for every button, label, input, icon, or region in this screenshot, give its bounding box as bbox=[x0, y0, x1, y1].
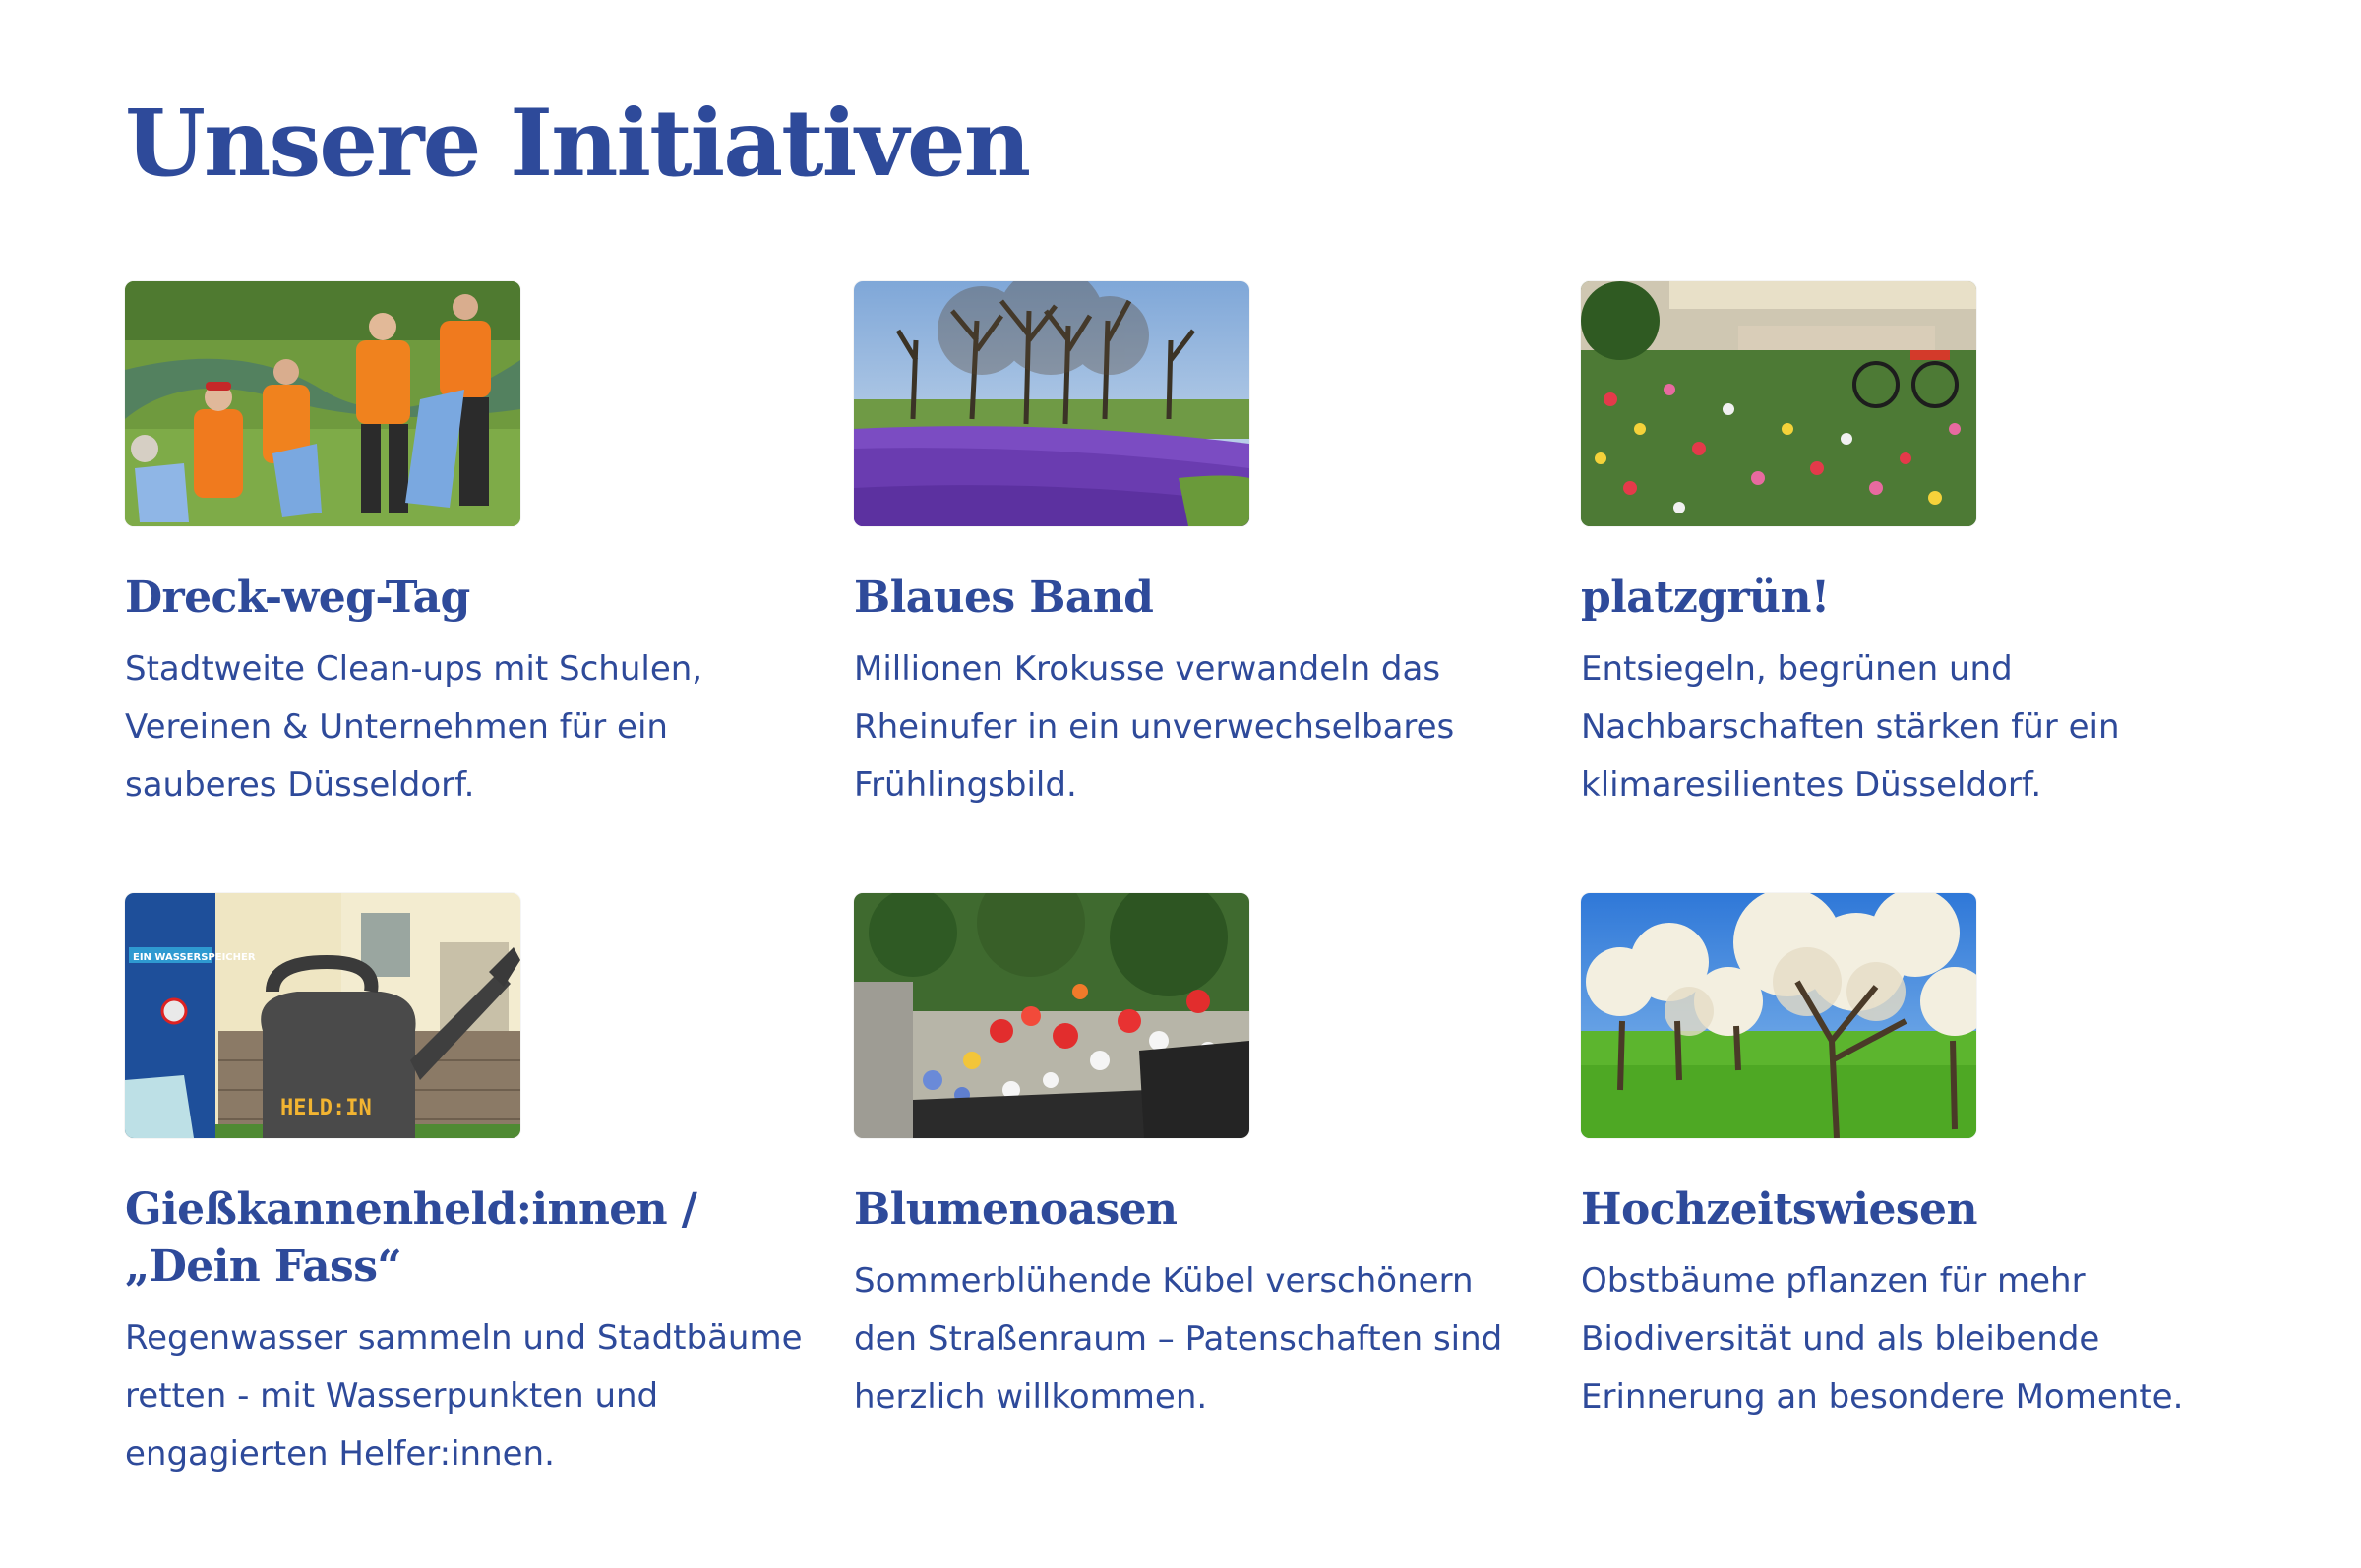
can-label-text: HELD:IN bbox=[280, 1096, 372, 1120]
initiative-card-giesskannenheld[interactable] bbox=[125, 893, 814, 1483]
initiative-image-crocus[interactable] bbox=[854, 281, 1249, 526]
initiative-title[interactable]: Blumenoasen bbox=[854, 1184, 1178, 1235]
initiative-title[interactable]: Hochzeitswiesen bbox=[1581, 1184, 1977, 1235]
initiative-title[interactable]: Dreck-weg-Tag bbox=[125, 573, 470, 623]
initiative-card-blaues-band[interactable] bbox=[854, 281, 1543, 814]
poster-text: EIN WASSERSPEICHER bbox=[133, 952, 256, 963]
watering-can-photo bbox=[125, 893, 520, 1138]
initiative-image-cleanup[interactable] bbox=[125, 281, 520, 526]
initiative-image-flower-planter[interactable] bbox=[854, 893, 1249, 1138]
initiative-description: Entsiegeln, begrünen und Nachbarschaften stärken für ein klimaresilientes Düsseldorf. bbox=[1581, 649, 2120, 805]
initiative-description: Millionen Krokusse verwandeln das Rheinufer in ein unverwechselbares Frühlingsbild. bbox=[854, 649, 1455, 805]
initiative-description: Regenwasser sammeln und Stadtbäume retten - mit Wasserpunkten und engagierten Helfer:innen. bbox=[125, 1318, 803, 1474]
initiative-card-platzgruen[interactable] bbox=[1581, 281, 2270, 814]
cleanup-photo bbox=[125, 281, 520, 526]
crocus-photo bbox=[854, 281, 1249, 526]
initiative-description: Sommerblühende Kübel verschönern den Straßenraum – Patenschaften sind herzlich willkommen. bbox=[854, 1261, 1503, 1417]
initiative-card-dreck-weg-tag[interactable] bbox=[125, 281, 814, 814]
flower-planter-photo bbox=[854, 893, 1249, 1138]
initiative-title[interactable]: platzgrün! bbox=[1581, 573, 1830, 623]
orchard-photo bbox=[1581, 893, 1976, 1138]
page-title: Unsere Initiativen bbox=[125, 90, 1030, 198]
initiative-description: Stadtweite Clean-ups mit Schulen, Vereinen & Unternehmen für ein sauberes Düsseldorf. bbox=[125, 649, 703, 805]
initiative-image-watering-can[interactable] bbox=[125, 893, 520, 1138]
initiative-description: Obstbäume pflanzen für mehr Biodiversität und als bleibende Erinnerung an besondere Momente. bbox=[1581, 1261, 2184, 1417]
initiative-title[interactable]: Gießkannenheld:innen / „Dein Fass“ bbox=[125, 1184, 697, 1292]
initiative-title[interactable]: Blaues Band bbox=[854, 573, 1154, 623]
initiative-card-blumenoasen[interactable] bbox=[854, 893, 1543, 1426]
initiative-image-tulips[interactable] bbox=[1581, 281, 1976, 526]
tulips-photo bbox=[1581, 281, 1976, 526]
initiative-image-orchard[interactable] bbox=[1581, 893, 1976, 1138]
initiative-card-hochzeitswiesen[interactable] bbox=[1581, 893, 2270, 1426]
